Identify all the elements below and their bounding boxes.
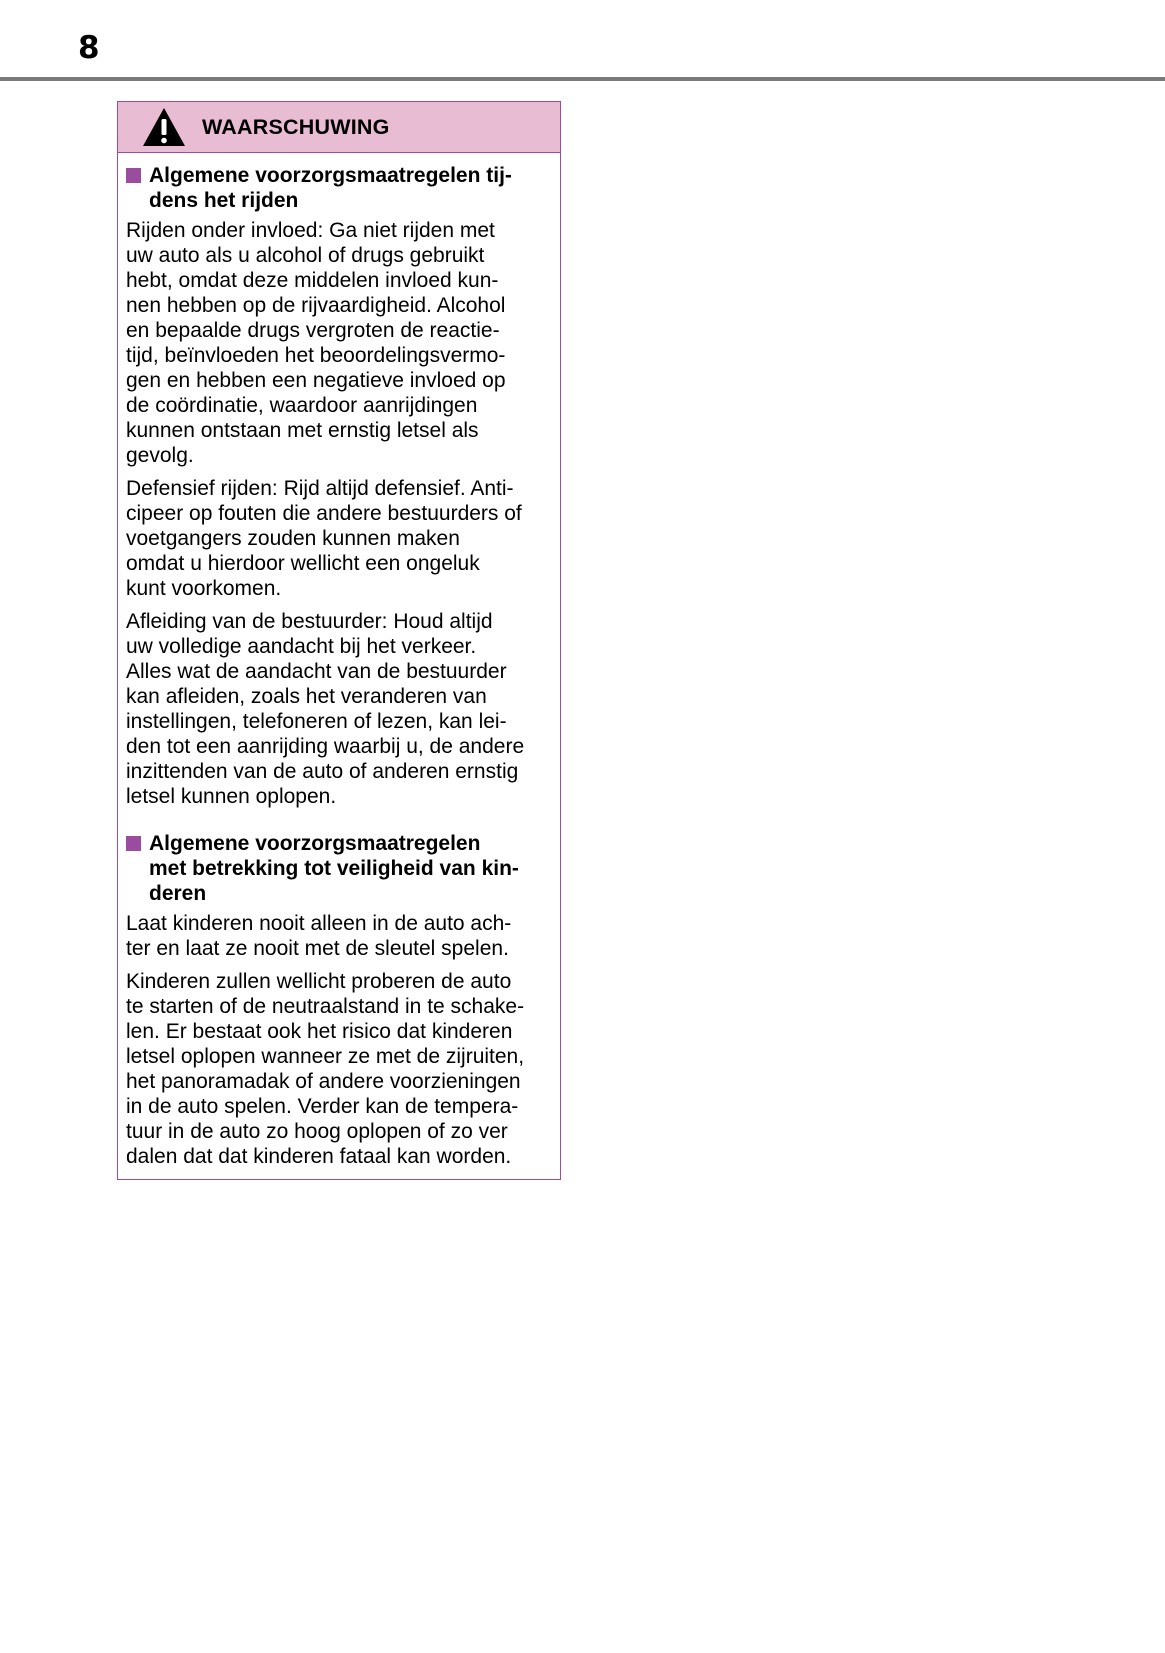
paragraph-driver-distraction: Afleiding van de bestuurder: Houd altijd uw volledige aandacht bij het verkeer. Alles wat de aandacht van de bestuurder kan afleiden, zoals het veranderen van instellingen, telefoneren of lezen, kan lei- den tot een aanrijding waarbij u, de andere inzittenden van de auto of anderen ernstig letsel kunnen oplopen. <box>126 610 525 808</box>
warning-triangle-icon <box>142 107 186 147</box>
warning-body <box>118 153 560 1169</box>
square-bullet-icon <box>126 168 141 183</box>
paragraph-defensive-driving: Defensief rijden: Rijd altijd defensief. Anti- cipeer op fouten die andere bestuurders of voetgangers zouden kunnen maken omdat u hierdoor wellicht een ongeluk kunt voorkomen. <box>126 477 522 600</box>
header-rule <box>0 77 1165 81</box>
section-heading-child-safety <box>126 831 550 906</box>
square-bullet-icon <box>126 836 141 851</box>
warning-header <box>118 102 560 153</box>
paragraph-children-risks: Kinderen zullen wellicht proberen de auto te starten of de neutraalstand in te schake- len. Er bestaat ook het risico dat kinderen letsel oplopen wanneer ze met de zijruiten, het panoramadak of andere voorzieningen in de auto spelen. Verder kan de tempera- tuur in de auto zo hoog oplopen of zo ver dalen dat dat kinderen fataal kan worden. <box>126 970 525 1168</box>
section-heading-text: Algemene voorzorgsmaatregelen met betrekking tot veiligheid van kin- deren <box>149 832 519 905</box>
section-heading-driving <box>126 163 550 213</box>
page-number: 8 <box>78 30 100 66</box>
paragraph-driving-under-influence: Rijden onder invloed: Ga niet rijden met uw auto als u alcohol of drugs gebruikt hebt, omdat deze middelen invloed kun- nen hebben op de rijvaardigheid. Alcohol en bepaalde drugs vergroten de reactie- tijd, beïnvloeden het beoordelingsvermo- gen en hebben een negatieve invloed op de coördinatie, waardoor aanrijdingen kunnen ontstaan met ernstig letsel als gevolg. <box>126 219 506 467</box>
section-heading-text: Algemene voorzorgsmaatregelen tij- dens het rijden <box>149 164 512 212</box>
warning-box <box>117 101 561 1180</box>
warning-title: WAARSCHUWING <box>202 114 390 139</box>
paragraph-children-alone: Laat kinderen nooit alleen in de auto ach- ter en laat ze nooit met de sleutel spelen. <box>126 912 512 960</box>
